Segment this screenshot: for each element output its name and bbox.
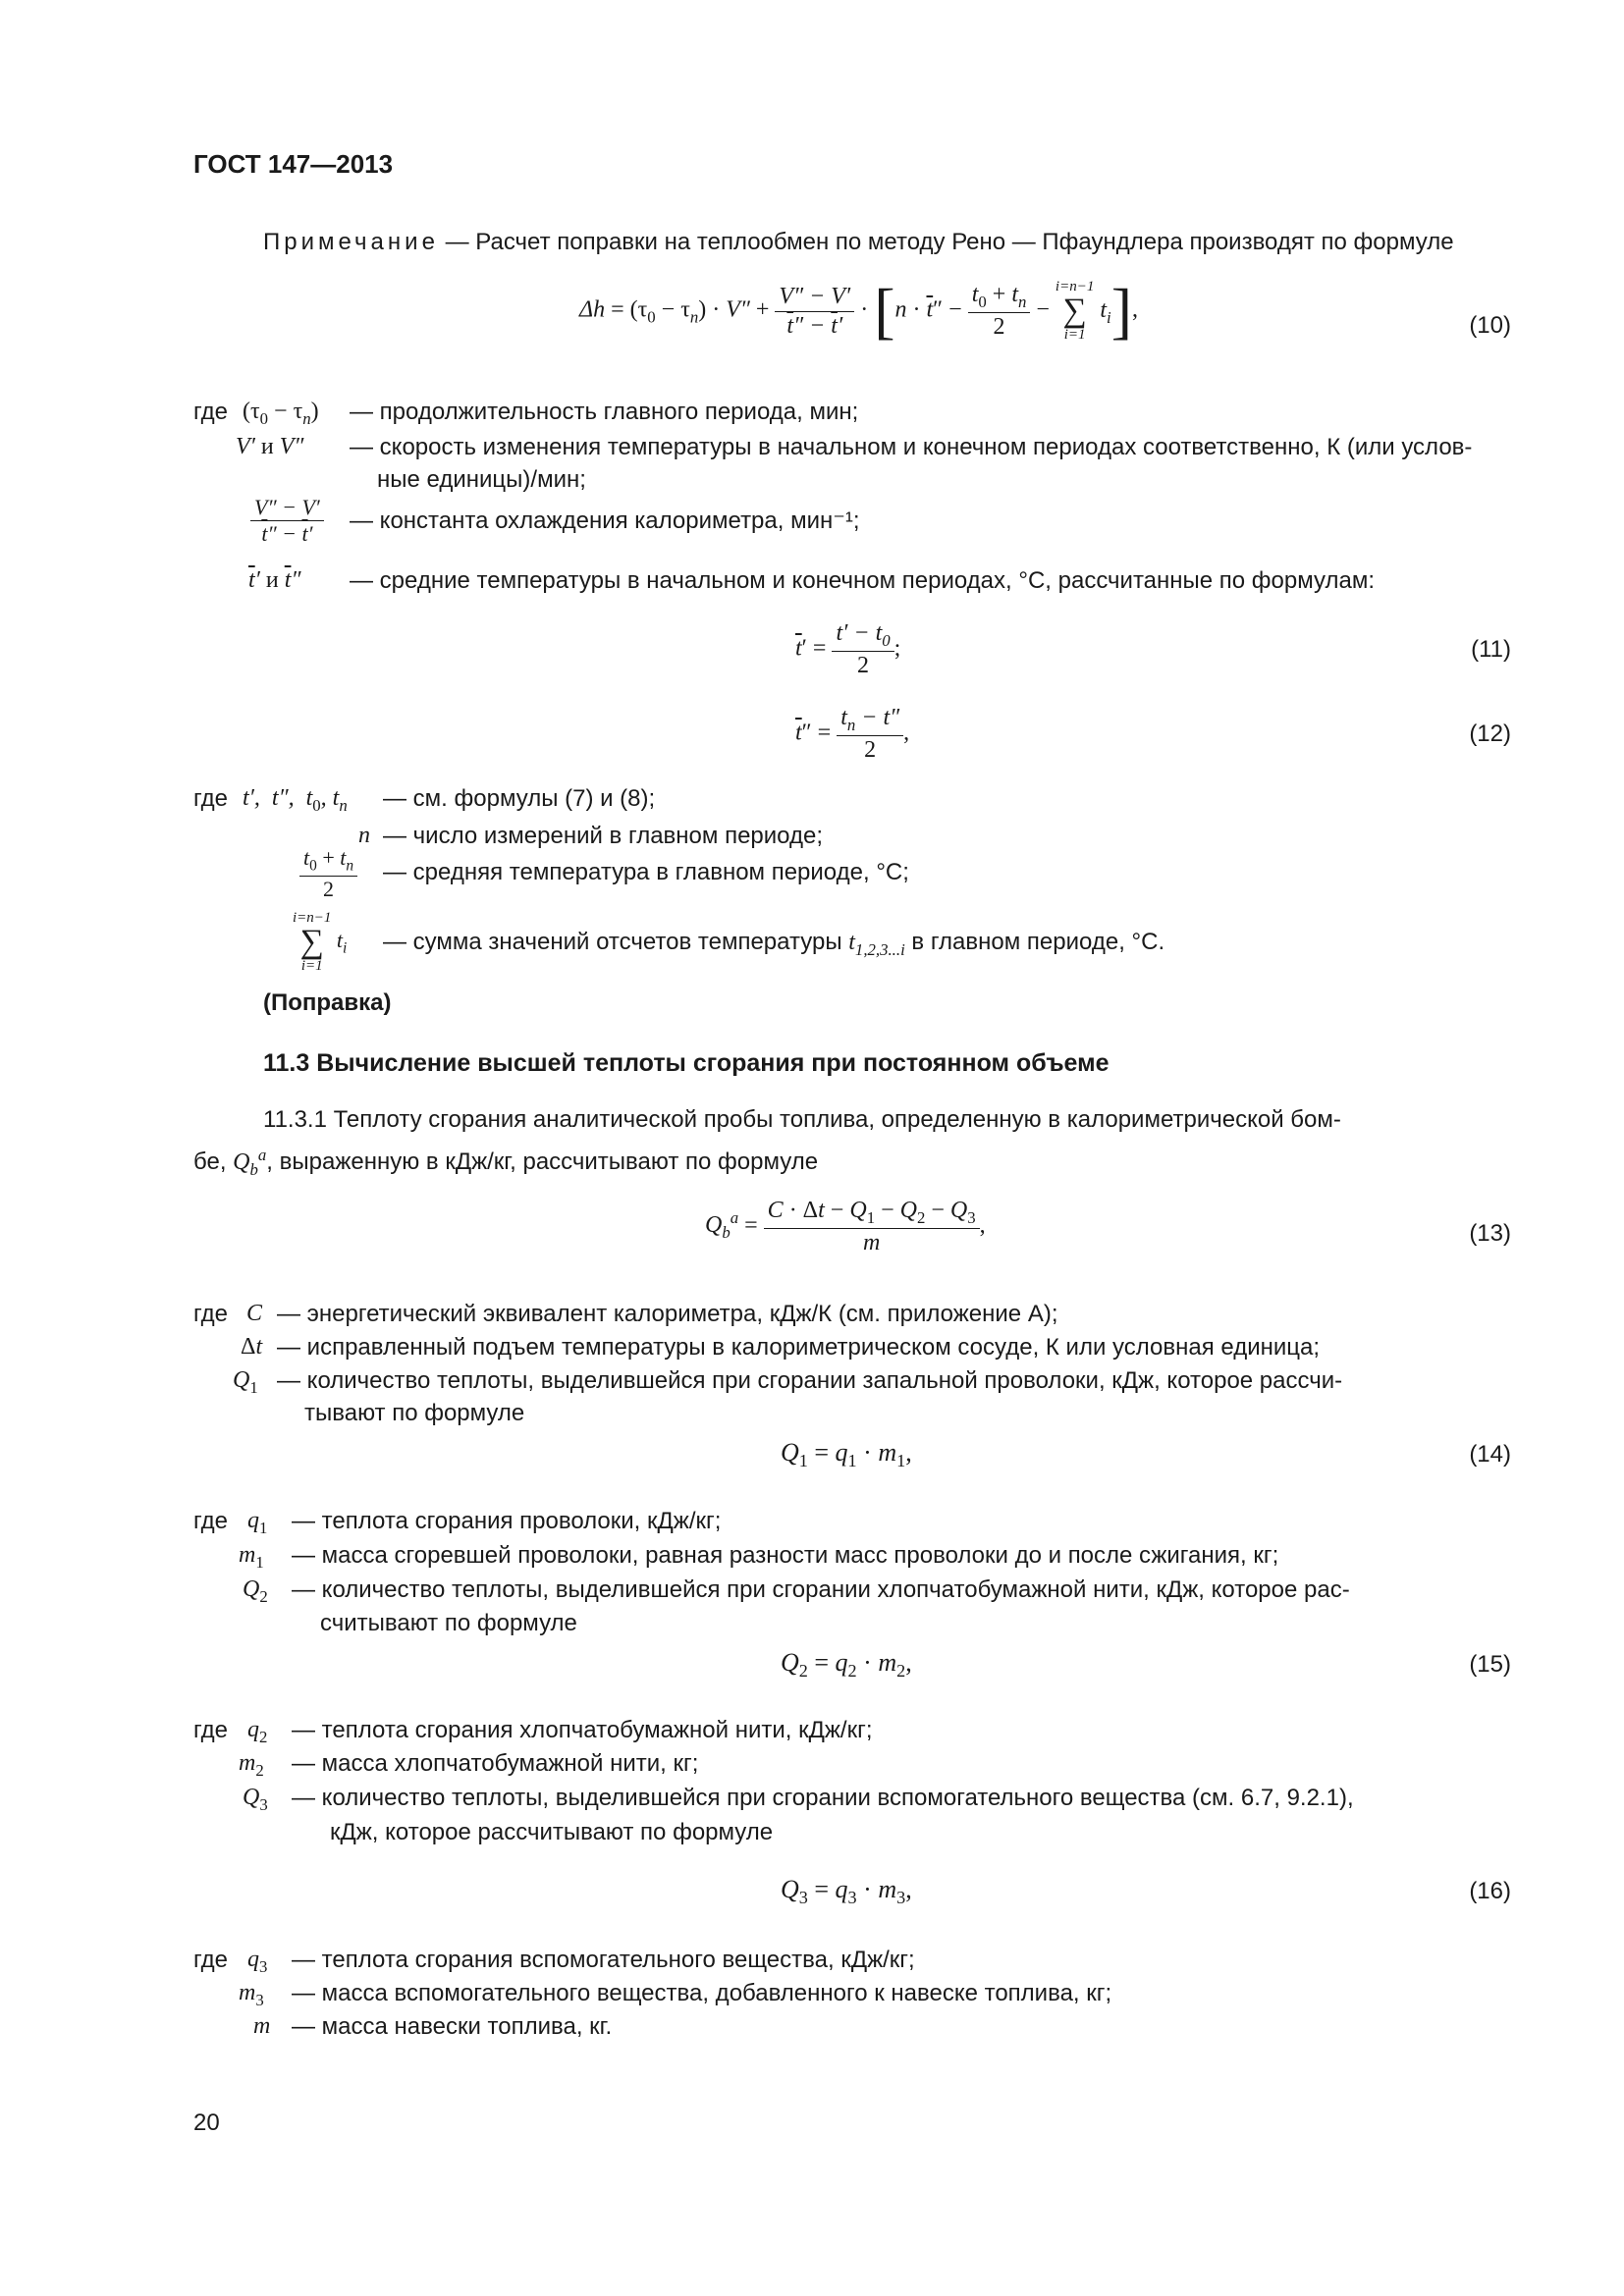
formula-13: $Q_b^a$ = $\frac{C \cdot \Delta t - Q_1 - Q_2 - Q_3}{m}$ , xyxy=(705,1198,986,1256)
where1-symbol-cooling-fraction: $\frac{V'' - V'}{\overline{t}'' - \overline{t}'}$ xyxy=(250,496,324,546)
where2-desc-refs: — см. формулы (7) и (8); xyxy=(383,785,656,812)
where5-desc-q3-line1: — количество теплоты, выделившейся при сгорании вспомогательного вещества (см. 6.7, 9.2.1), xyxy=(292,1785,1354,1811)
where5-desc-q2: — теплота сгорания хлопчатобумажной нити, кДж/кг; xyxy=(292,1717,873,1743)
where5-symbol-q3: $Q_3$ xyxy=(243,1785,268,1814)
paragraph-11-3-1-line2: бе, $Q_b^a$, выраженную в кДж/кг, рассчитывают по формуле xyxy=(193,1146,819,1179)
where1-prefix: где xyxy=(193,399,229,425)
where4-symbol-q2: $Q_2$ xyxy=(243,1576,268,1606)
where2-desc-n: — число измерений в главном периоде; xyxy=(383,823,824,849)
where4-symbol-q1: $q_1$ xyxy=(247,1508,268,1537)
note-label: Примечание xyxy=(263,229,439,255)
where2-desc-sum: — сумма значений отсчетов температуры $t_{1,2,3...i}$ в главном периоде, °С. xyxy=(383,929,1165,959)
where2-symbols: t′, t″, $t_0$, $t_n$ xyxy=(243,785,348,815)
where5-symbol-m2: $m_2$ xyxy=(239,1750,264,1780)
where2-prefix: где xyxy=(193,785,229,812)
where3-desc-q1-line2: тывают по формуле xyxy=(304,1400,525,1426)
where5-desc-q3-line2: кДж, которое рассчитывают по формуле xyxy=(330,1819,774,1845)
where1-symbol-tau: $(\tau_0 - \tau_n)$ xyxy=(243,399,319,428)
where4-symbol-m1: $m_1$ xyxy=(239,1542,264,1572)
where3-desc-q1-line1: — количество теплоты, выделившейся при сгорании запальной проволоки, кДж, которое рассчи- xyxy=(277,1367,1343,1394)
note-text: — Расчет поправки на теплообмен по методу Рено — Пфаундлера производят по формуле xyxy=(438,229,1454,255)
note-paragraph xyxy=(263,226,1454,258)
equation-number-16: (16) xyxy=(1469,1878,1511,1904)
formula-10: $\Delta h = (\tau_0 - \tau_n) \cdot V''$ + $\frac{V'' - V'}{\overline{t}'' - \overline{t}'}$ · [$n \cdot \overline{t}''$ − $\frac{t_0 + t_n}{2}$ − i=n−1 ∑ i=1 $t_i$], xyxy=(579,276,1138,346)
where4-desc-m1: — масса сгоревшей проволоки, равная разности масс проволоки до и после сжигания, кг; xyxy=(292,1542,1279,1569)
where3-desc-dt: — исправленный подъем температуры в калориметрическом сосуде, К или условная единица; xyxy=(277,1334,1321,1361)
formula-14: $Q_1 = q_1 \cdot m_1$, xyxy=(781,1438,912,1471)
where4-desc-q2-line1: — количество теплоты, выделившейся при сгорании хлопчатобумажной нити, кДж, которое рас- xyxy=(292,1576,1350,1603)
equation-number-13: (13) xyxy=(1469,1220,1511,1247)
correction-mark: (Поправка) xyxy=(263,989,392,1016)
where3-prefix: где xyxy=(193,1301,229,1327)
where4-desc-q2-line2: считывают по формуле xyxy=(320,1610,577,1636)
where1-desc-v-line2: ные единицы)/мин; xyxy=(377,466,586,493)
where3-desc-c: — энергетический эквивалент калориметра, кДж/К (см. приложение А); xyxy=(277,1301,1058,1327)
where6-symbol-m: m xyxy=(253,2013,271,2039)
where1-symbol-mean-t: $\overline{t}'$ и $\overline{t}''$ xyxy=(248,567,301,593)
formula-16: $Q_3 = q_3 \cdot m_3$, xyxy=(781,1875,912,1908)
where5-symbol-q2: $q_2$ xyxy=(247,1717,268,1746)
equation-number-15: (15) xyxy=(1469,1651,1511,1678)
where1-desc-v-line1: — скорость изменения температуры в начальном и конечном периодах соответственно, К (или услов- xyxy=(350,434,1473,460)
where1-desc-cooling: — константа охлаждения калориметра, мин⁻¹; xyxy=(350,507,860,534)
where3-symbol-c: C xyxy=(246,1301,263,1326)
where6-desc-m3: — масса вспомогательного вещества, добавленного к навеске топлива, кг; xyxy=(292,1980,1112,2006)
where4-desc-q1: — теплота сгорания проволоки, кДж/кг; xyxy=(292,1508,722,1534)
where6-desc-q3: — теплота сгорания вспомогательного вещества, кДж/кг; xyxy=(292,1947,915,1973)
where3-symbol-q1: $Q_1$ xyxy=(233,1367,258,1397)
where6-symbol-m3: $m_3$ xyxy=(239,1980,264,2009)
equation-number-14: (14) xyxy=(1469,1441,1511,1468)
where1-desc-mean-t: — средние температуры в начальном и конечном периодах, °С, рассчитанные по формулам: xyxy=(350,567,1376,594)
equation-number-10: (10) xyxy=(1469,312,1511,339)
where6-prefix: где xyxy=(193,1947,229,1973)
equation-number-12: (12) xyxy=(1469,721,1511,747)
where5-prefix: где xyxy=(193,1717,229,1743)
where6-symbol-q3: $q_3$ xyxy=(247,1947,268,1976)
formula-11: $\overline{t}'$ = $\frac{t' - t_0}{2}$ ; xyxy=(795,620,901,679)
where5-desc-m2: — масса хлопчатобумажной нити, кг; xyxy=(292,1750,699,1777)
section-title: 11.3 Вычисление высшей теплоты сгорания при постоянном объеме xyxy=(263,1049,1110,1077)
where2-desc-mean-main: — средняя температура в главном периоде, °С; xyxy=(383,859,909,885)
where2-symbol-n: n xyxy=(358,823,370,848)
document-header: ГОСТ 147—2013 xyxy=(193,149,394,179)
where2-symbol-sum: i=n−1 ∑ i=1 $t_i$ xyxy=(293,910,348,974)
where2-symbol-mean-main: $\frac{t_0 + t_n}{2}$ xyxy=(299,846,357,902)
formula-12: $\overline{t}''$ = $\frac{t_n - t''}{2}$ , xyxy=(795,705,910,764)
where1-symbol-v: V′ и V″ xyxy=(236,434,304,459)
paragraph-11-3-1-line1: 11.3.1 Теплоту сгорания аналитической пробы топлива, определенную в калориметрической бом- xyxy=(263,1106,1341,1133)
page-number: 20 xyxy=(193,2109,220,2136)
where1-desc-tau: — продолжительность главного периода, мин; xyxy=(350,399,859,425)
where6-desc-m: — масса навески топлива, кг. xyxy=(292,2013,613,2040)
equation-number-11: (11) xyxy=(1471,636,1511,663)
where3-symbol-dt: Δt xyxy=(241,1334,263,1360)
where4-prefix: где xyxy=(193,1508,229,1534)
formula-15: $Q_2 = q_2 \cdot m_2$, xyxy=(781,1648,912,1682)
